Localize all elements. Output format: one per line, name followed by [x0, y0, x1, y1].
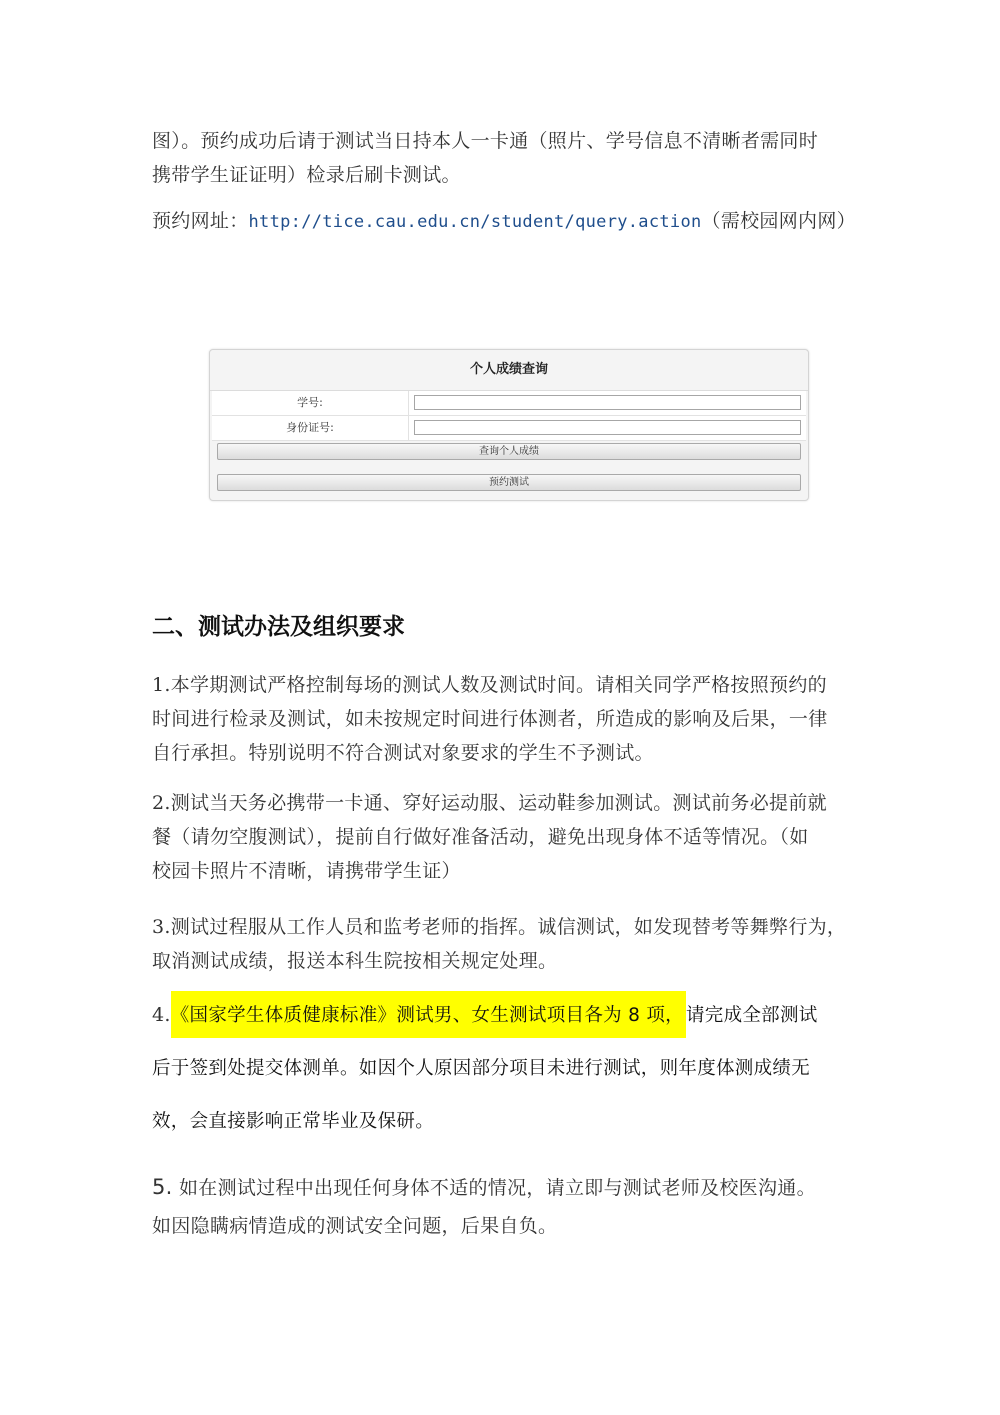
intro-line-2: 携带学生证证明）检录后刷卡测试。 [152, 164, 461, 186]
p4-line-2: 后于签到处提交体测单。如因个人原因部分项目未进行测试，则年度体测成绩无 [152, 1058, 811, 1079]
p3-line-1: 3.测试过程服从工作人员和监考老师的指挥。诚信测试，如发现替考等舞弊行为， [152, 916, 847, 938]
paragraph-4 [152, 989, 852, 1148]
p2-line-3: 校园卡照片不清晰，请携带学生证） [152, 860, 461, 882]
p1-line-2: 时间进行检录及测试，如未按规定时间进行体测者，所造成的影响及后果，一律 [152, 708, 828, 730]
p5-number: 5. [152, 1175, 173, 1199]
paragraph-1 [152, 668, 852, 770]
id-card-label: 身份证号: [212, 416, 409, 440]
p4-line-1 [152, 989, 852, 1042]
booking-url-link[interactable]: http://tice.cau.edu.cn/student/query.action [248, 212, 702, 232]
id-card-input[interactable] [414, 420, 801, 435]
booking-url-line [152, 204, 872, 239]
query-score-button[interactable]: 查询个人成绩 [217, 443, 801, 460]
intro-paragraph [152, 124, 852, 192]
p5-line-2: 如因隐瞒病情造成的测试安全问题，后果自负。 [152, 1215, 558, 1237]
student-id-input[interactable] [414, 395, 801, 410]
id-card-row [212, 416, 806, 441]
student-id-row [212, 391, 806, 416]
p4-line-1-rest: 请完成全部测试 [685, 1005, 818, 1026]
p5-line-1-text: 如在测试过程中出现任何身体不适的情况，请立即与测试老师及校医沟通。 [172, 1177, 816, 1199]
student-id-label: 学号: [212, 391, 409, 415]
paragraph-5 [152, 1168, 852, 1245]
paragraph-2 [152, 786, 852, 888]
paragraph-3 [152, 910, 852, 978]
form-title: 个人成绩查询 [210, 350, 808, 391]
p4-highlighted-text: 《国家学生体质健康标准》测试男、女生测试项目各为 8 项， [171, 991, 686, 1038]
p1-line-3: 自行承担。特别说明不符合测试对象要求的学生不予测试。 [152, 742, 654, 764]
p2-line-2: 餐（请勿空腹测试），提前自行做好准备活动，避免出现身体不适等情况。（如 [152, 826, 809, 848]
score-query-form [209, 349, 809, 501]
section-heading: 二、测试办法及组织要求 [152, 614, 405, 640]
p3-line-2: 取消测试成绩，报送本科生院按相关规定处理。 [152, 950, 558, 972]
intro-line-1: 图）。预约成功后请于测试当日持本人一卡通（照片、学号信息不清晰者需同时 [152, 130, 819, 152]
url-label: 预约网址： [152, 210, 249, 232]
p2-line-1: 2.测试当天务必携带一卡通、穿好运动服、运动鞋参加测试。测试前务必提前就 [152, 792, 827, 814]
book-test-button[interactable]: 预约测试 [217, 474, 801, 491]
url-note: （需校园网内网） [701, 210, 856, 232]
p1-line-1: 1.本学期测试严格控制每场的测试人数及测试时间。请相关同学严格按照预约的 [152, 674, 827, 696]
p4-number: 4. [152, 1004, 171, 1026]
p5-line-1 [152, 1168, 852, 1207]
p4-line-3: 效，会直接影响正常毕业及保研。 [152, 1111, 435, 1132]
